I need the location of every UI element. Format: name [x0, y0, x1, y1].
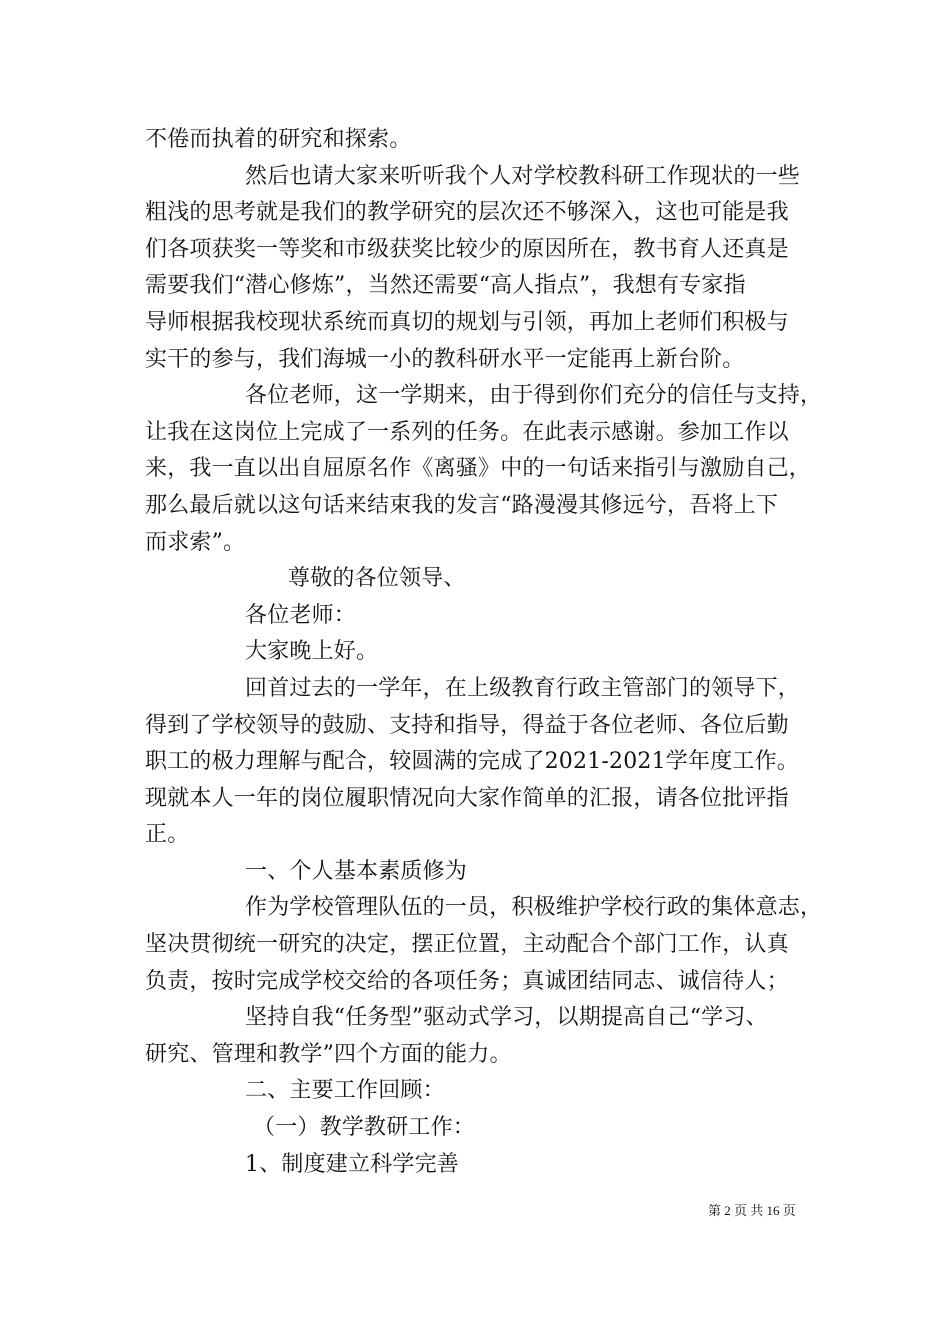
paragraph-line: 现就本人一年的岗位履职情况向大家作简单的汇报，请各位批评指: [145, 785, 789, 811]
paragraph-line: 得到了学校领导的鼓励、支持和指导，得益于各位老师、各位后勤: [145, 712, 789, 738]
paragraph-line: 正。: [145, 822, 190, 848]
paragraph-line: 坚决贯彻统一研究的决定，摆正位置，主动配合个部门工作，认真: [145, 932, 789, 958]
paragraph-line: 粗浅的思考就是我们的教学研究的层次还不够深入，这也可能是我: [145, 200, 789, 226]
paragraph-line: 坚持自我“任务型”驱动式学习，以期提高自己“学习、: [245, 1005, 768, 1031]
section-heading: 一、个人基本素质修为: [245, 858, 468, 884]
paragraph-line: 们各项获奖一等奖和市级获奖比较少的原因所在，教书育人还真是: [145, 236, 789, 262]
paragraph-line: 作为学校管理队伍的一员，积极维护学校行政的集体意志，: [245, 895, 823, 921]
paragraph-line: 回首过去的一学年，在上级教育行政主管部门的领导下，: [245, 675, 801, 701]
paragraph-line: 负责，按时完成学校交给的各项任务；真诚团结同志、诚信待人；: [145, 968, 789, 994]
paragraph-line: 然后也请大家来听听我个人对学校教科研工作现状的一些: [245, 163, 801, 189]
section-heading: 二、主要工作回顾：: [245, 1078, 445, 1104]
paragraph-line: 研究、管理和教学”四个方面的能力。: [145, 1041, 512, 1067]
salutation-line: 各位老师：: [245, 602, 357, 628]
paragraph-line: 不倦而执着的研究和探索。: [145, 127, 412, 152]
subsection-heading: 1、制度建立科学完善: [245, 1151, 459, 1177]
subsection-heading: （一）教学教研工作：: [253, 1115, 476, 1141]
paragraph-line: 导师根据我校现状系统而真切的规划与引领，再加上老师们积极与: [145, 309, 789, 335]
paragraph-line: 需要我们“潜心修炼”，当然还需要“高人指点”，我想有专家指: [145, 273, 746, 299]
paragraph-line: 而求索”。: [145, 529, 246, 555]
paragraph-line: 让我在这岗位上完成了一系列的任务。在此表示感谢。参加工作以: [145, 419, 789, 445]
paragraph-line: 那么最后就以这句话来结束我的发言“路漫漫其修远兮，吾将上下: [145, 492, 779, 518]
paragraph-line: 各位老师，这一学期来，由于得到你们充分的信任与支持，: [245, 383, 823, 409]
paragraph-line: 职工的极力理解与配合，较圆满的完成了2021-2021学年度工作。: [145, 749, 800, 775]
greeting-line: 大家晚上好。: [245, 639, 379, 665]
page-number: 第 2 页 共 16 页: [708, 1203, 796, 1218]
paragraph-line: 实干的参与，我们海城一小的教科研水平一定能再上新台阶。: [145, 346, 745, 372]
paragraph-line: 来，我一直以出自屈原名作《离骚》中的一句话来指引与激励自己，: [145, 456, 812, 482]
salutation-line: 尊敬的各位领导、: [288, 566, 466, 592]
body-text: [145, 122, 825, 1183]
